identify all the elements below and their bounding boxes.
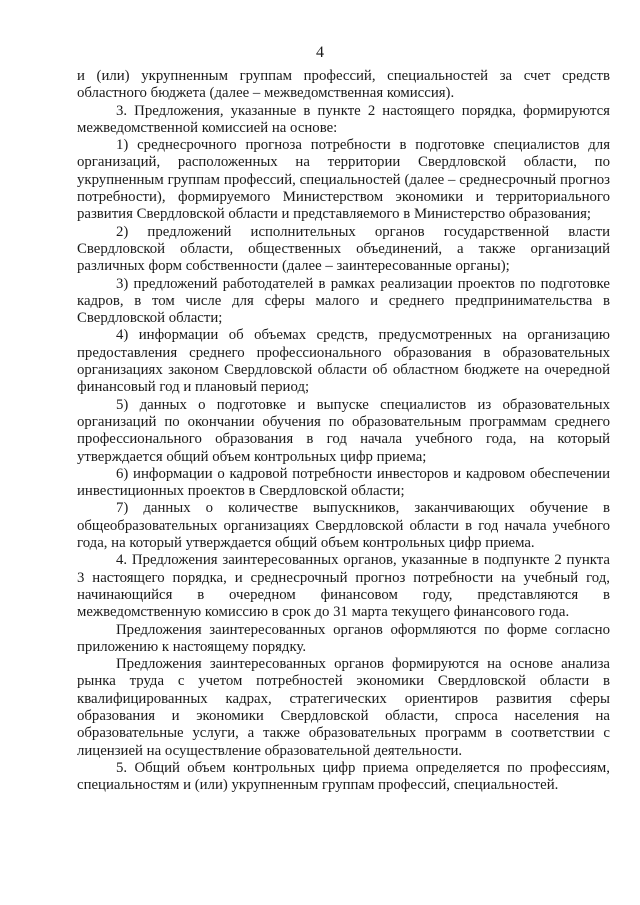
paragraph-subitem-3-2: 2) предложений исполнительных органов государственной власти Свердловской области, общественных объединений, а также организаций различных форм собственности (далее – заинтересованные органы); xyxy=(77,223,610,275)
paragraph-subitem-3-4: 4) информации об объемах средств, предусмотренных на организацию предоставления среднего профессионального образования в образовательных организациях законом Свердловской области об областном бюджете на очередной финансовый год и плановый период; xyxy=(77,327,610,396)
paragraph-item-4: 4. Предложения заинтересованных органов, указанные в подпункте 2 пункта 3 настоящего порядка, и среднесрочный прогноз потребности на учебный год, начинающийся в очередном финансовом году, представляются в межведомственную комиссию в срок до 31 марта текущего финансового года. xyxy=(77,552,610,621)
paragraph-item-3: 3. Предложения, указанные в пункте 2 настоящего порядка, формируются межведомственной комиссией на основе: xyxy=(77,102,610,136)
paragraph-subitem-3-1: 1) среднесрочного прогноза потребности в подготовке специалистов для организаций, расположенных на территории Свердловской области, по укрупненным группам профессий, специальностей (далее – среднесрочный прогноз потребности), формируемого Министерством экономики и территориального развития Свердловской области и представляемого в Министерство образования; xyxy=(77,137,610,223)
page-number: 4 xyxy=(316,44,324,61)
paragraph-item-4-form: Предложения заинтересованных органов оформляются по форме согласно приложению к настоящему порядку. xyxy=(77,621,610,655)
paragraph-item-5: 5. Общий объем контрольных цифр приема определяется по профессиям, специальностям и (или) укрупненным группам профессий, специальностей. xyxy=(77,759,610,794)
document-body xyxy=(77,68,610,794)
paragraph-continuation: и (или) укрупненным группам профессий, специальностей за счет средств областного бюджета (далее – межведомственная комиссия). xyxy=(77,68,610,102)
paragraph-subitem-3-3: 3) предложений работодателей в рамках реализации проектов по подготовке кадров, в том числе для сферы малого и среднего предпринимательства в Свердловской области; xyxy=(77,275,610,327)
paragraph-item-4-analysis: Предложения заинтересованных органов формируются на основе анализа рынка труда с учетом потребностей экономики Свердловской области в квалифицированных кадрах, стратегических ориентиров развития сферы образования и экономики Свердловской области, спроса населения на образовательные услуги, а также образовательных программ в соответствии с лицензией на осуществление образовательной деятельности. xyxy=(77,656,610,759)
paragraph-subitem-3-6: 6) информации о кадровой потребности инвесторов и кадровом обеспечении инвестиционных проектов в Свердловской области; xyxy=(77,465,610,500)
paragraph-subitem-3-5: 5) данных о подготовке и выпуске специалистов из образовательных организаций по окончании обучения по образовательным программам среднего профессионального образования в год начала учебного года, на который утверждается общий объем контрольных цифр приема; xyxy=(77,396,610,465)
paragraph-subitem-3-7: 7) данных о количестве выпускников, заканчивающих обучение в общеобразовательных организациях Свердловской области в год начала учебного года, на который утверждается общий объем контрольных цифр приема. xyxy=(77,500,610,552)
